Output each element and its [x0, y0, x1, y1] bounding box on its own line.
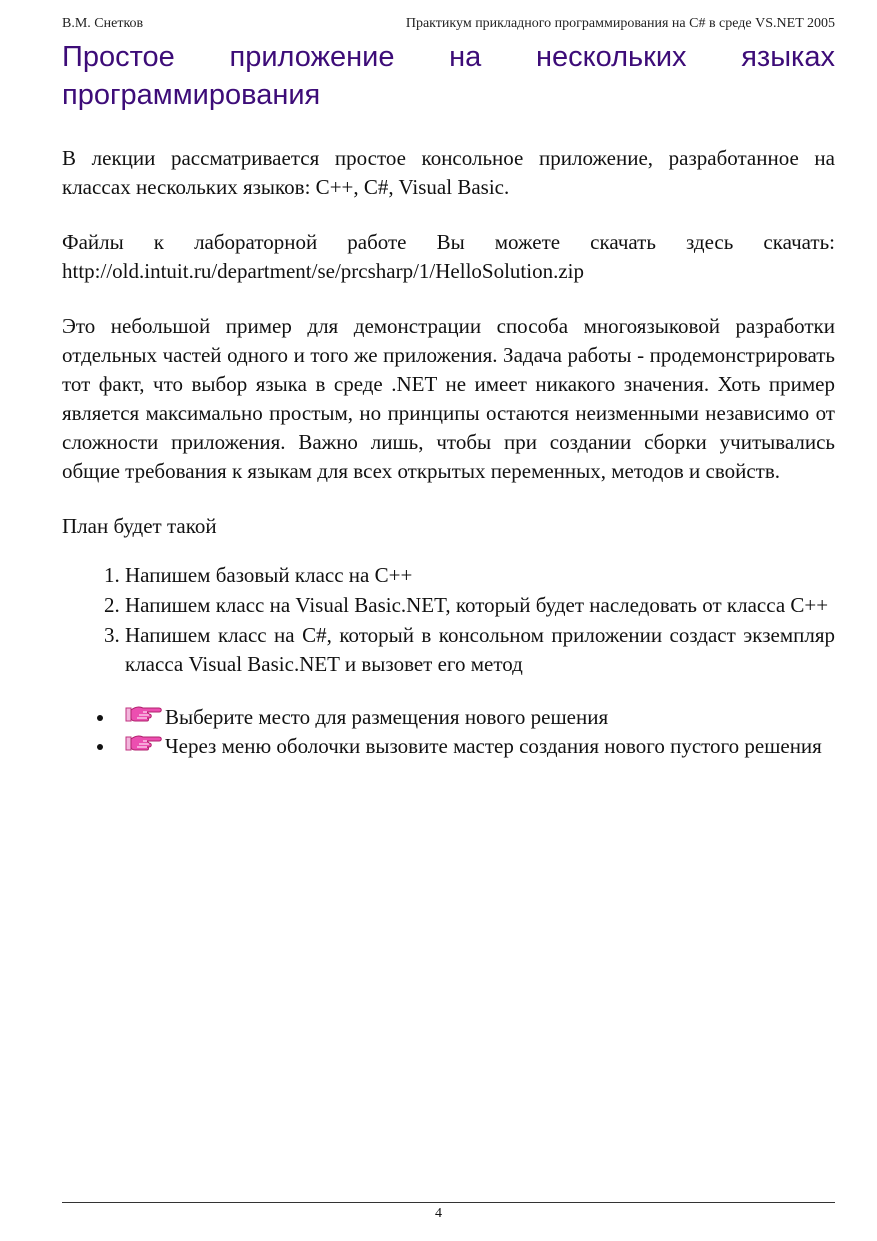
plan-steps-list: [62, 561, 835, 679]
description-paragraph: Это небольшой пример для демонстрации способа многоязыковой разработки отдельных частей одного и того же приложения. Задача работы - продемонстрировать тот факт, что выбор языка в среде .NET не имеет никакого значения. Хоть пример является максимально простым, но принципы остаются неизменными независимо от сложности приложения. Важно лишь, чтобы при создании сборки учитывались общие требования к языкам для всех открытых переменных, методов и свойств.: [62, 314, 835, 483]
tip-text: Через меню оболочки вызовите мастер создания нового пустого решения: [165, 734, 822, 758]
tip-item: [125, 703, 835, 732]
download-paragraph: Файлы к лабораторной работе Вы можете скачать здесь скачать: http://old.intuit.ru/department/se/prcsharp/1/HelloSolution.zip: [62, 230, 835, 283]
intro-paragraph: В лекции рассматривается простое консольное приложение, разработанное на классах нескольких языков: C++, C#, Visual Basic.: [62, 146, 835, 199]
main-content: [62, 144, 835, 761]
page-title: Простое приложение на нескольких языках программирования: [62, 41, 835, 111]
footer-divider: [62, 1202, 835, 1203]
tip-item: [125, 732, 835, 761]
bullet-icon: [97, 715, 103, 721]
page-number: 4: [435, 1206, 442, 1221]
tip-text: Выберите место для размещения нового решения: [165, 705, 609, 729]
plan-step: 3. Напишем класс на C#, который в консольном приложении создаст экземпляр класса Visual Basic.NET и вызовет его метод: [125, 621, 835, 679]
plan-heading: План будет такой: [62, 514, 217, 538]
header-book-title: Практикум прикладного программирования на C# в среде VS.NET 2005: [405, 16, 835, 31]
header-author: В.М. Снетков: [62, 16, 144, 31]
pointing-hand-icon: [125, 733, 163, 755]
page-header: [62, 16, 835, 32]
pointing-hand-icon: [125, 704, 163, 726]
plan-step: 1. Напишем базовый класс на C++: [125, 561, 835, 590]
plan-step: 2. Напишем класс на Visual Basic.NET, который будет наследовать от класса C++: [125, 591, 835, 620]
bullet-icon: [97, 744, 103, 750]
tips-list: [62, 703, 835, 761]
